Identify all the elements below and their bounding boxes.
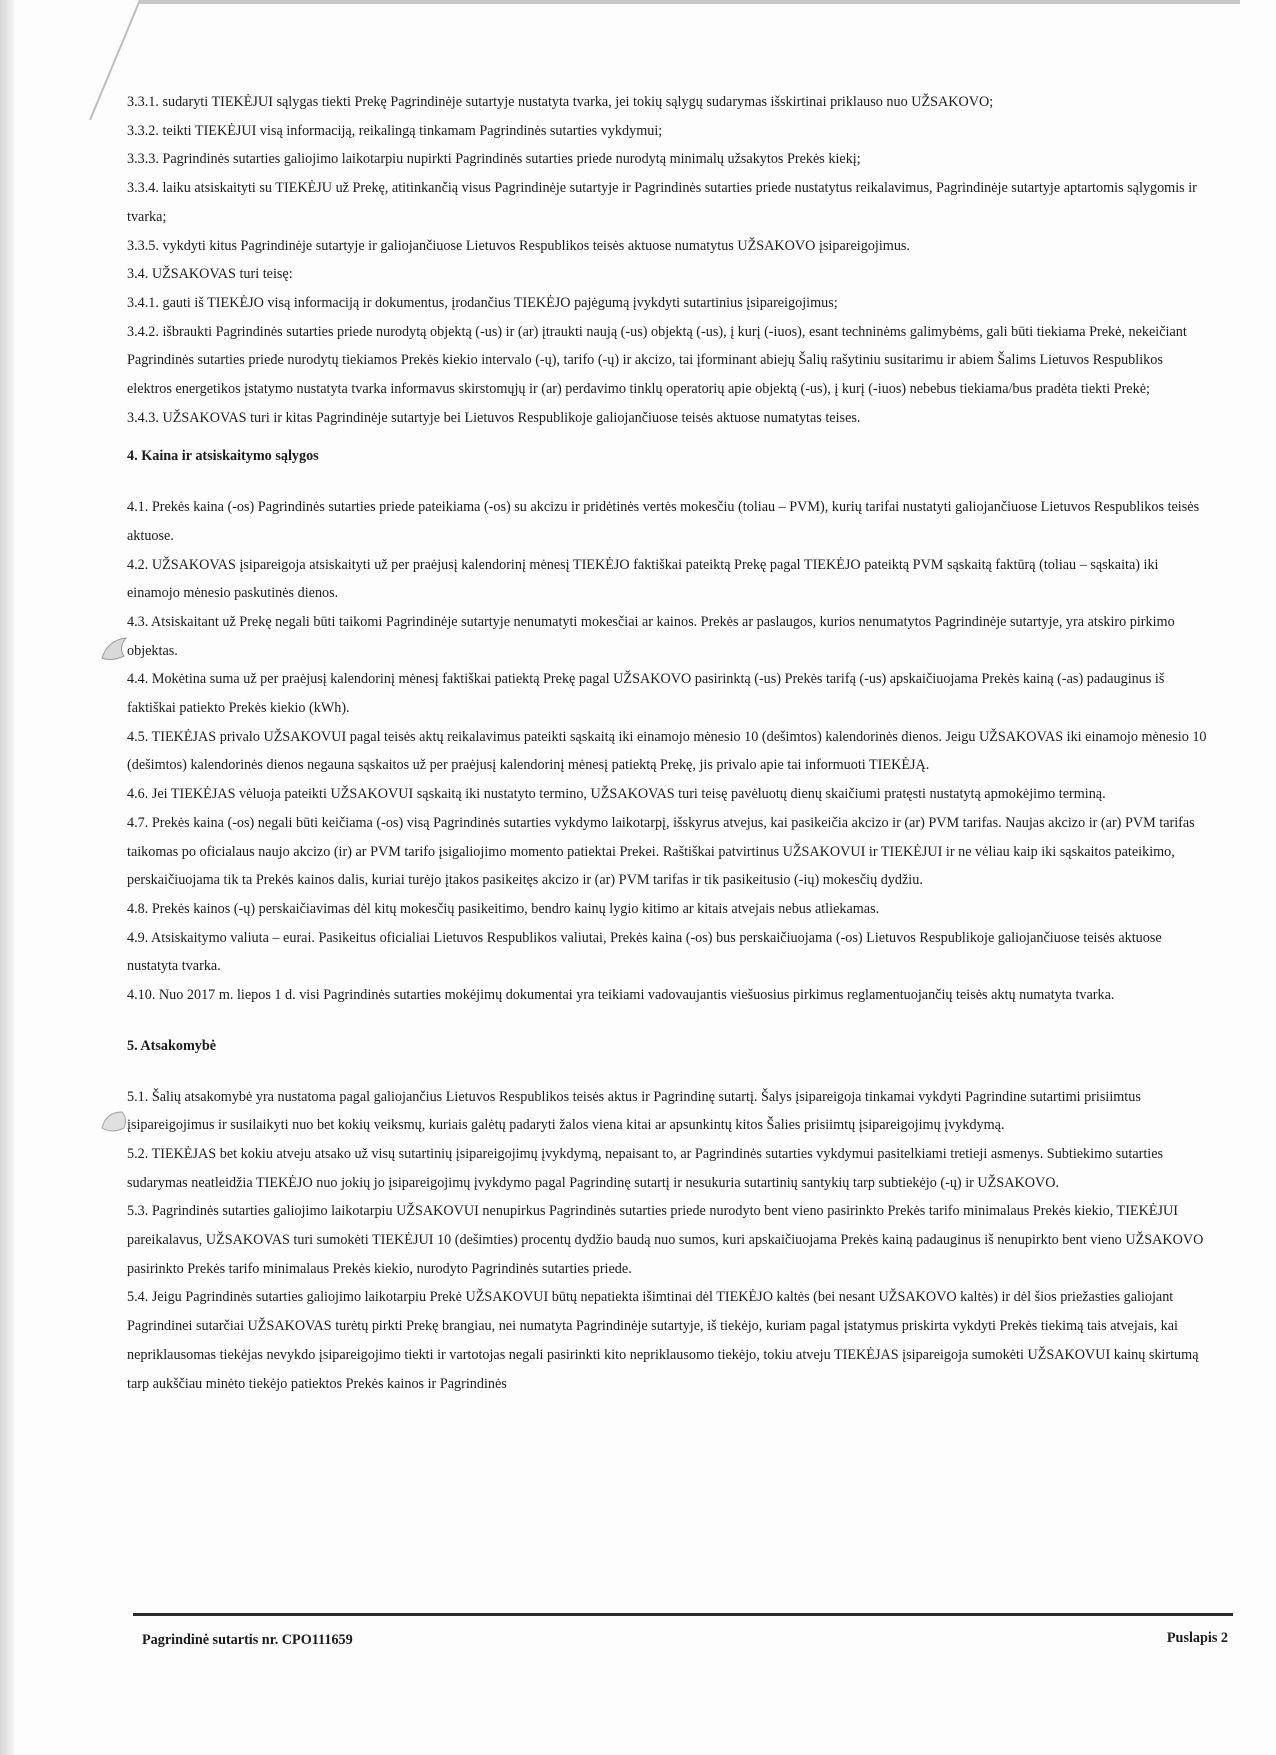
- paragraph: 3.3.5. vykdyti kitus Pagrindinėje sutartyje ir galiojančiuose Lietuvos Respublikos teisės aktuose numatytus UŽSAKOVO įsipareigojimus.: [127, 237, 910, 254]
- paragraph: 5.3. Pagrindinės sutarties galiojimo laikotarpiu UŽSAKOVUI nenupirkus Pagrindinės sutarties priede nurodyto bent vieno pasirinkto Prekės tarifo minimalaus Prekės kiekio, TIEKĖJUI pareikalavus, UŽSAKOVAS turi sumokėti TIEKĖJUI 10 (dešimties) procentų dydžio baudą nuo sumos, kuri apskaičiuojama Prekės kainą padauginus iš nenupirkto bent vieno UŽSAKOVO pasirinkto Prekės tarifo minimalaus Prekės kiekio, nurodyto Pagrindinės sutarties priede.: [127, 1203, 1204, 1277]
- paragraph: 3.3.1. sudaryti TIEKĖJUI sąlygas tiekti Prekę Pagrindinėje sutartyje nustatyta tvarka, jei tokių sąlygų sudarymas išskirtinai priklauso nuo UŽSAKOVO;: [127, 94, 994, 110]
- footer-contract-number: Pagrindinė sutartis nr. CPO111659: [142, 1632, 353, 1648]
- scan-top-shadow: [140, 0, 1240, 4]
- paragraph: 3.3.2. teikti TIEKĖJUI visą informaciją, reikalingą tinkamam Pagrindinės sutarties vykdymui;: [127, 122, 663, 139]
- paragraph: 5.4. Jeigu Pagrindinės sutarties galiojimo laikotarpiu Prekė UŽSAKOVUI būtų nepatiekta išimtinai dėl TIEKĖJO kaltės (bei nesant UŽSAKOVO kaltės) ir dėl šios priežasties galiojant Pagrindinei sutarčiai UŽSAKOVAS turėtų pirkti Prekę brangiau, nei numatyta Pagrindinėje sutartyje, iš tiekėjo, kuriam pagal įstatymus priskirta vykdyti Prekės tiekimą tais atvejais, kai nepriklausomas tiekėjas nevykdo įsipareigojimo tiekti ir vartotojas negali pasirinkti kito nepriklausomo tiekėjo, tokiu atveju TIEKĖJAS įsipareigoja sumokėti UŽSAKOVUI kainų skirtumą tarp aukščiau minėto tiekėjo patiektos Prekės kainos ir Pagrindinės: [127, 1289, 1199, 1392]
- paragraph: 5.1. Šalių atsakomybė yra nustatoma pagal galiojančius Lietuvos Respublikos teisės aktus ir Pagrindinę sutartį. Šalys įsipareigoja tinkamai vykdyti Pagrindine sutartimi prisiimtus įsipareigojimus ir susilaikyti nuo bet kokių veiksmų, kuriais galėtų padaryti žalos viena kitai ar apsunkintų kitos Šalies prisiimtų įsipareigojimų įvykdymą.: [127, 1088, 1141, 1134]
- paragraph: 4.7. Prekės kaina (-os) negali būti keičiama (-os) visą Pagrindinės sutarties vykdymo laikotarpį, išskyrus atvejus, kai pasikeičia akcizo ir (ar) PVM tarifas. Naujas akcizo ir (ar) PVM tarifas taikomas po oficialaus naujo akcizo (ir) ar PVM tarifo įsigaliojimo momento patiektai Prekei. Raštiškai patvirtinus UŽSAKOVUI ir TIEKĖJUI ir ne vėliau kaip iki sąskaitos pateikimo, perskaičiuojama tik ta Prekės kainos dalis, kuriai turėjo įtakos pasikeitęs akcizo ir (ar) PVM tarifas ir tik pasikeitusio (-ių) mokesčių dydžiu.: [127, 814, 1195, 889]
- paragraph: 4.2. UŽSAKOVAS įsipareigoja atsiskaityti už per praėjusį kalendorinį mėnesį TIEKĖJO faktiškai pateiktą Prekę pagal TIEKĖJO pateiktą PVM sąskaitą faktūrą (toliau – sąskaita) iki einamojo mėnesio paskutinės dienos.: [127, 556, 1159, 602]
- section-heading: 4. Kaina ir atsiskaitymo sąlygos: [127, 448, 319, 465]
- paragraph: 4.4. Mokėtina suma už per praėjusį kalendorinį mėnesį faktiškai patiektą Prekę pagal UŽSAKOVO pasirinktą (-us) Prekės tarifą (-us) apskaičiuojama Prekės kainą (-as) padauginus iš faktiškai patiekto Prekės kiekio (kWh).: [127, 671, 1165, 717]
- scan-edge: [0, 0, 14, 1755]
- paragraph: 3.3.3. Pagrindinės sutarties galiojimo laikotarpiu nupirkti Pagrindinės sutarties priede nurodytą minimalų užsakytos Prekės kiekį;: [127, 151, 861, 168]
- paragraph: 4.3. Atsiskaitant už Prekę negali būti taikomi Pagrindinėje sutartyje nenumatyti mokesčiai ar kainos. Prekės ar paslaugos, kurios nenumatytos Pagrindinėje sutartyje, yra atskiro pirkimo objektas.: [127, 613, 1175, 659]
- paragraph: 5.2. TIEKĖJAS bet kokiu atveju atsako už visų sutartinių įsipareigojimų įvykdymą, nepaisant to, ar Pagrindinės sutarties vykdymui pasitelkiami tretieji asmenys. Subtiekimo sutarties sudarymas neatleidžia TIEKĖJO nuo jokių jo įsipareigojimų įvykdymo pagal Pagrindinę sutartį ir nesukuria sutartinių santykių tarp subtiekėjo (-ų) ir UŽSAKOVO.: [127, 1145, 1164, 1191]
- section-heading: 5. Atsakomybė: [127, 1037, 217, 1054]
- paragraph: 4.8. Prekės kainos (-ų) perskaičiavimas dėl kitų mokesčių pasikeitimo, bendro kainų lygio kitimo ar kitais atvejais nebus atliekamas.: [127, 900, 880, 917]
- footer-page-number: Puslapis 2: [1166, 1630, 1228, 1646]
- paragraph: 4.10. Nuo 2017 m. liepos 1 d. visi Pagrindinės sutarties mokėjimų dokumentai yra teikiami vadovaujantis viešuosius pirkimus reglamentuojančių teisės aktų numatyta tvarka.: [127, 987, 1115, 1004]
- paragraph: 4.6. Jei TIEKĖJAS vėluoja pateikti UŽSAKOVUI sąskaitą iki nustatyto termino, UŽSAKOVAS turi teisę pavėluotų dienų skaičiumi pratęsti nustatytą apmokėjimo terminą.: [127, 786, 1106, 803]
- paragraph: 3.4.2. išbraukti Pagrindinės sutarties priede nurodytą objektą (-us) ir (ar) įtraukti naują (-us) objektą (-us), į kurį (-iuos), esant techninėms galimybėms, gali būti tiekiama Prekė, nekeičiant Pagrindinės sutarties priede nurodytų tiekiamos Prekės kiekio intervalo (-ų), tarifo (-ų) ir akcizo, tai įforminant abiejų Šalių rašytiniu susitarimu ir abiem Šalims Lietuvos Respublikos elektros energetikos įstatymo nustatyta tvarka informavus skirstomųjų ir (ar) perdavimo tinklų operatorių apie objektą (-us), į kurį (-iuos) nebebus tiekiama/bus pradėta tiekti Prekė;: [127, 323, 1187, 398]
- spacer: [127, 1010, 1207, 1032]
- spacer: [127, 432, 1207, 442]
- paragraph: 3.4.1. gauti iš TIEKĖJO visą informaciją ir dokumentus, įrodančius TIEKĖJO pajėgumą įvykdyti sutartinius įsipareigojimus;: [127, 294, 838, 311]
- document-body: [127, 88, 1207, 1398]
- paragraph: 3.4. UŽSAKOVAS turi teisę:: [127, 266, 293, 283]
- paragraph: 4.1. Prekės kaina (-os) Pagrindinės sutarties priede pateikiama (-os) su akcizu ir pridėtinės vertės mokesčiu (toliau – PVM), kurių tarifai nustatyti galiojančiuose Lietuvos Respublikos teisės aktuose.: [127, 499, 1200, 544]
- paragraph: 4.9. Atsiskaitymo valiuta – eurai. Pasikeitus oficialiai Lietuvos Respublikos valiutai, Prekės kaina (-os) bus perskaičiuojama (-os) Lietuvos Respublikoje galiojančiuose teisės aktuose nustatyta tvarka.: [127, 929, 1162, 975]
- paragraph: 3.4.3. UŽSAKOVAS turi ir kitas Pagrindinėje sutartyje bei Lietuvos Respublikoje galiojančiuose teisės aktuose numatytas teises.: [127, 409, 861, 426]
- footer-divider: [133, 1613, 1233, 1616]
- spacer: [127, 471, 1207, 493]
- paragraph: 3.3.4. laiku atsiskaityti su TIEKĖJU už Prekę, atitinkančią visus Pagrindinėje sutartyje ir Pagrindinės sutarties priede nustatytus reikalavimus, Pagrindinėje sutartyje aptartomis sąlygomis ir tvarka;: [127, 180, 1197, 225]
- spacer: [127, 1061, 1207, 1083]
- paragraph: 4.5. TIEKĖJAS privalo UŽSAKOVUI pagal teisės aktų reikalavimus pateikti sąskaitą iki einamojo mėnesio 10 (dešimtos) kalendorinės dienos. Jeigu UŽSAKOVAS iki einamojo mėnesio 10 (dešimtos) kalendorinės dienos negauna sąskaitos už per praėjusį kalendorinį mėnesį patiektą Prekę, jis privalo apie tai informuoti TIEKĖJĄ.: [127, 728, 1207, 774]
